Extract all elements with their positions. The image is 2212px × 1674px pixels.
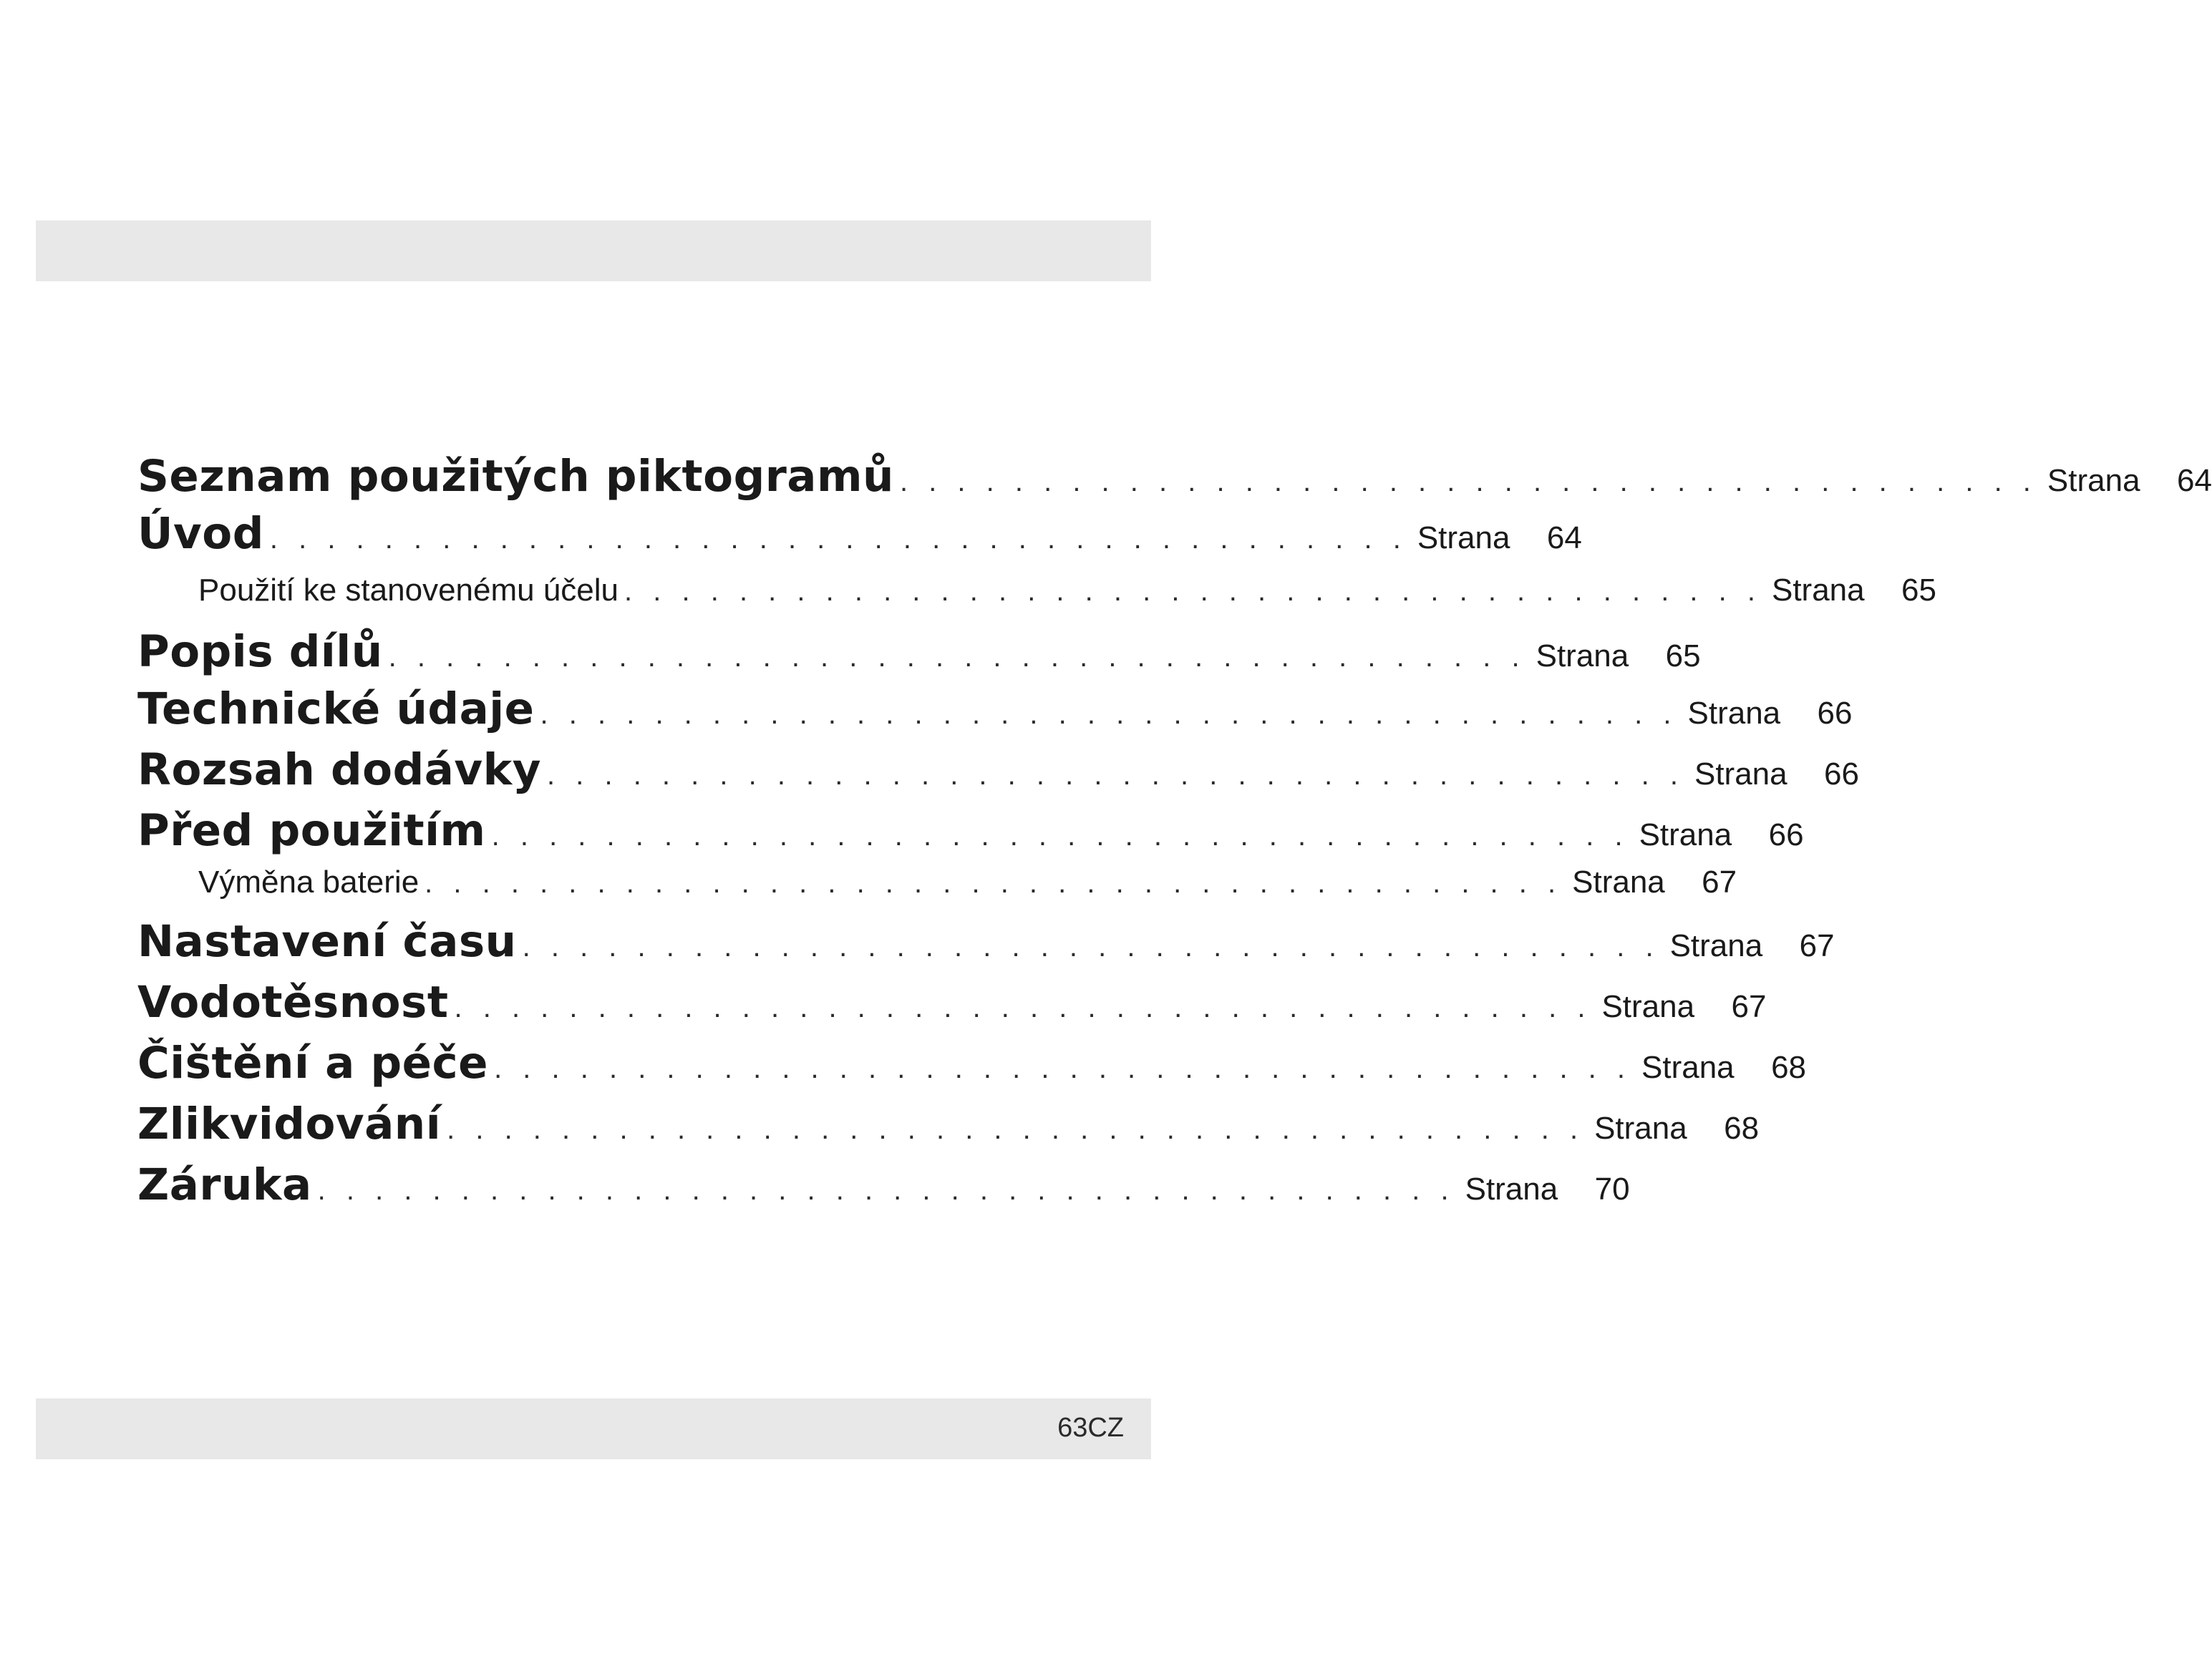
page-label: Strana bbox=[1417, 520, 1510, 555]
dot-leader: . . . . . . . . . . . . . . . . . . . . . . . . . . . . . . . . . . . . . . . . bbox=[425, 867, 1563, 899]
page-label: Strana bbox=[1601, 989, 1695, 1024]
page-number-value: 67 bbox=[1702, 865, 1737, 900]
toc-entry-title: Úvod bbox=[137, 508, 264, 559]
page-label: Strana bbox=[1687, 696, 1781, 731]
toc-entry-page bbox=[1465, 1172, 1630, 1207]
toc-entry[interactable] bbox=[137, 451, 2212, 502]
toc-entry[interactable] bbox=[137, 508, 1582, 559]
page-number-value: 66 bbox=[1768, 817, 1804, 852]
page-number-value: 68 bbox=[1724, 1111, 1760, 1146]
toc-entry-page bbox=[1670, 928, 1835, 964]
toc-entry-title: Popis dílů bbox=[137, 626, 383, 677]
toc-entry-title: Nastavení času bbox=[137, 916, 517, 967]
dot-leader: . . . . . . . . . . . . . . . . . . . . . . . . . . . . . . . . . . . . . . . . bbox=[454, 992, 1592, 1023]
toc-entry-page bbox=[1417, 520, 1582, 556]
page-number-value: 70 bbox=[1594, 1172, 1630, 1207]
page-number-value: 65 bbox=[1665, 638, 1701, 673]
toc-entry-page bbox=[1688, 696, 1853, 731]
page-number-value: 68 bbox=[1771, 1050, 1807, 1085]
toc-entry[interactable] bbox=[137, 805, 1804, 856]
toc-entry[interactable] bbox=[137, 744, 1859, 795]
footer-band bbox=[36, 1398, 1151, 1459]
dot-leader: . . . . . . . . . . . . . . . . . . . . . . . . . . . . . . . . . . . . . . . . bbox=[491, 820, 1629, 852]
page-number: 63CZ bbox=[1057, 1413, 1124, 1443]
toc-entry-page bbox=[1594, 1111, 1759, 1147]
toc-entry-title: Záruka bbox=[137, 1159, 312, 1210]
toc-entry-page bbox=[1639, 817, 1804, 853]
page-label: Strana bbox=[1669, 928, 1763, 963]
dot-leader: . . . . . . . . . . . . . . . . . . . . . . . . . . . . . . . . . . . . . . . . bbox=[899, 466, 2037, 497]
toc-entry-title: Použití ke stanovenému účelu bbox=[198, 573, 619, 608]
dot-leader: . . . . . . . . . . . . . . . . . . . . . . . . . . . . . . . . . . . . . . . . bbox=[447, 1114, 1585, 1145]
toc-entry[interactable] bbox=[137, 916, 1835, 967]
toc-entry-page bbox=[1641, 1050, 1806, 1086]
dot-leader: . . . . . . . . . . . . . . . . . . . . . . . . . . . . . . . . . . . . . . . . bbox=[494, 1053, 1632, 1084]
toc-entry-title: Technické údaje bbox=[137, 683, 535, 734]
toc-entry[interactable] bbox=[137, 573, 1936, 608]
page-number-value: 66 bbox=[1817, 696, 1853, 731]
header-band bbox=[36, 220, 1151, 281]
page-label: Strana bbox=[2047, 463, 2140, 498]
page-label: Strana bbox=[1639, 817, 1732, 852]
toc-entry-page bbox=[1601, 989, 1766, 1025]
dot-leader: . . . . . . . . . . . . . . . . . . . . . . . . . . . . . . . . . . . . . . . . bbox=[522, 931, 1660, 963]
dot-leader: . . . . . . . . . . . . . . . . . . . . . . . . . . . . . . . . . . . . . . . . bbox=[624, 575, 1762, 607]
page-label: Strana bbox=[1465, 1172, 1558, 1207]
dot-leader: . . . . . . . . . . . . . . . . . . . . . . . . . . . . . . . . . . . . . . . . bbox=[388, 641, 1526, 673]
dot-leader: . . . . . . . . . . . . . . . . . . . . . . . . . . . . . . . . . . . . . . . . bbox=[547, 759, 1684, 791]
toc-entry-page bbox=[1694, 756, 1859, 792]
toc-entry[interactable] bbox=[137, 1038, 1807, 1089]
toc-entry-title: Před použitím bbox=[137, 805, 486, 856]
toc-entry-title: Výměna baterie bbox=[198, 865, 419, 900]
page-label: Strana bbox=[1771, 573, 1865, 608]
toc-entry-page bbox=[1572, 865, 1737, 900]
toc-entry-page bbox=[1536, 638, 1701, 674]
page-number-value: 67 bbox=[1731, 989, 1767, 1024]
dot-leader: . . . . . . . . . . . . . . . . . . . . . . . . . . . . . . . . . . . . . . . . bbox=[540, 699, 1678, 730]
toc-entry-title: Zlikvidování bbox=[137, 1099, 442, 1149]
toc-entry-page bbox=[2047, 463, 2212, 499]
toc-entry[interactable] bbox=[137, 865, 1737, 900]
page-number-value: 67 bbox=[1799, 928, 1835, 963]
page-label: Strana bbox=[1594, 1111, 1687, 1146]
toc-entry[interactable] bbox=[137, 977, 1767, 1028]
dot-leader: . . . . . . . . . . . . . . . . . . . . . . . . . . . . . . . . . . . . . . . . bbox=[317, 1174, 1455, 1206]
page-number-value: 64 bbox=[2176, 463, 2212, 498]
page-label: Strana bbox=[1694, 756, 1787, 792]
toc-entry-title: Rozsah dodávky bbox=[137, 744, 542, 795]
toc-entry[interactable] bbox=[137, 683, 1853, 734]
dot-leader: . . . . . . . . . . . . . . . . . . . . . . . . . . . . . . . . . . . . . . . . bbox=[269, 523, 1407, 555]
page-label: Strana bbox=[1641, 1050, 1735, 1085]
toc-entry[interactable] bbox=[137, 1099, 1760, 1149]
page-number-value: 65 bbox=[1901, 573, 1936, 608]
toc-entry[interactable] bbox=[137, 626, 1701, 677]
page-number-value: 66 bbox=[1824, 756, 1859, 792]
toc-entry[interactable] bbox=[137, 1159, 1630, 1210]
page-label: Strana bbox=[1536, 638, 1629, 673]
toc-entry-title: Seznam použitých piktogramů bbox=[137, 451, 894, 502]
page-number-value: 64 bbox=[1546, 520, 1582, 555]
toc-entry-title: Čištění a péče bbox=[137, 1038, 489, 1089]
page-label: Strana bbox=[1572, 865, 1665, 900]
toc-entry-title: Vodotěsnost bbox=[137, 977, 449, 1028]
toc-entry-page bbox=[1772, 573, 1936, 608]
